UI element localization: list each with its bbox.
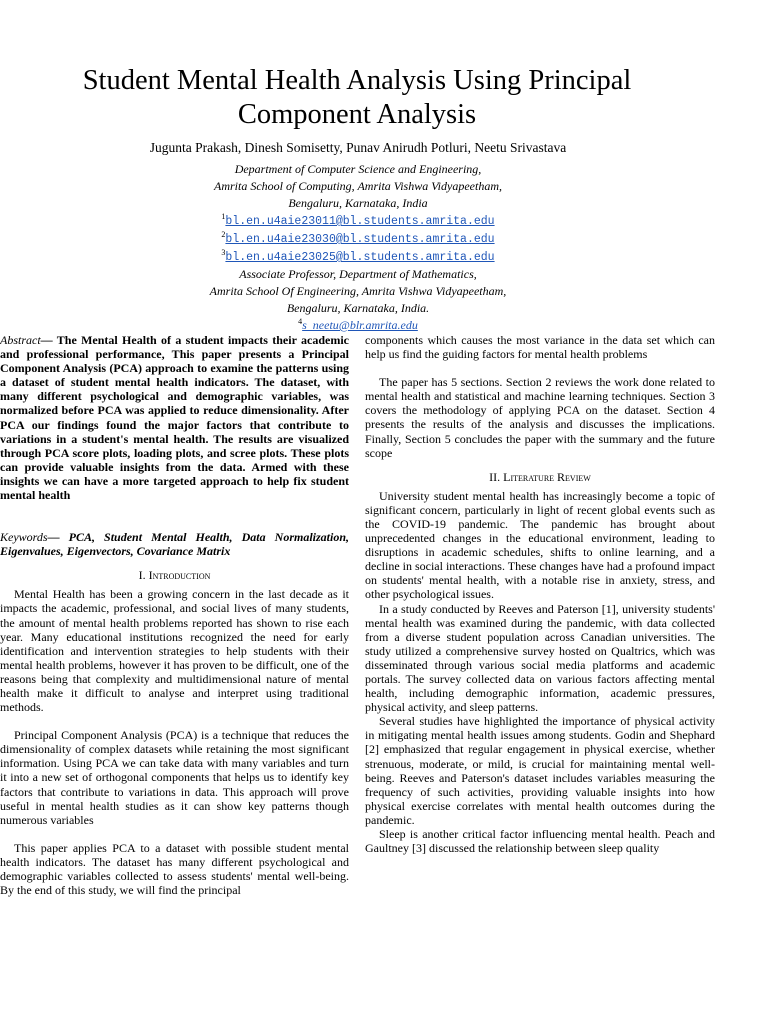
abstract-label: Abstract <box>0 333 41 347</box>
email-link-3[interactable]: bl.en.u4aie23025@bl.students.amrita.edu <box>225 251 495 264</box>
paragraph: This paper applies PCA to a dataset with possible student mental health indicators. The dataset has many different psychological and demographic variables collected to assess students' mental well-being. By the end of this study, we will find the principal <box>0 840 349 898</box>
email-link-4[interactable]: s_neetu@blr.amrita.edu <box>302 318 418 332</box>
paragraph: In a study conducted by Reeves and Paterson [1], university students' mental health was examined during the pandemic, with data collected from a diverse student population across Canadian universities. The study utilized a comprehensive survey hosted on Qualtrics, which was disseminated through various social media platforms and academic portals. The survey collected data on various factors affecting mental health, including demographic information, academic pressures, physical activity, and sleep patterns. <box>365 601 715 715</box>
section-heading-introduction: I. Introduction <box>138 568 211 583</box>
section-heading-literature-review: II. Literature Review <box>489 469 591 484</box>
left-column <box>0 333 349 897</box>
paragraph: University student mental health has increasingly become a topic of significant concern, particularly in light of recent global events such as the COVID-19 pandemic. The pandemic has brought about unprecedented changes in the educational environment, leading to disruptions in academic schedules, shifts to online learning, and a decline in social interactions. These changes have had a profound impact on students' mental health, with a notable rise in anxiety, stress, and other psychological issues. <box>365 488 715 602</box>
affiliation-line: Bengaluru, Karnataka, India. <box>286 301 430 315</box>
abstract-text: — The Mental Health of a student impacts their academic and professional performance, This paper presents a Principal Component Analysis (PCA) approach to examine the patterns using a dataset of student mental health indicators. The dataset, with many different psychological and demographic variables, was normalized before PCA was applied to reduce dimensionality. After PCA our findings found the major factors that contribute to variations in a student's mental health. The results are visualized through PCA score plots, loading plots, and scree plots. These plots can provide valuable insights from the data. Armed with these insights we can have a more targeted approach to help fix student mental health <box>0 333 349 503</box>
keywords-text: — PCA, Student Mental Health, Data Normalization, Eigenvalues, Eigenvectors, Covariance Matrix <box>0 530 349 559</box>
keywords-label: Keywords <box>0 530 48 545</box>
paragraph: Mental Health has been a growing concern in the last decade as it impacts the academic, professional, and social lives of many students, the amount of mental health problems reported has shown to rise each year. Many educational institutions recognized the need for early identification and intervention strategies to help students with their mental health problems, however it has proven to be difficult, one of the reasons being that complexity and multidimensional nature of mental health make it difficult to analyse and interpret using traditional methods. <box>0 587 349 715</box>
author-email-4 <box>0 317 716 334</box>
email-superscript: 1 <box>221 212 226 221</box>
keywords <box>0 530 349 558</box>
email-link-1[interactable]: bl.en.u4aie23011@bl.students.amrita.edu <box>225 215 495 228</box>
affiliations <box>0 161 716 334</box>
spacer <box>365 361 715 375</box>
paragraph: The paper has 5 sections. Section 2 reviews the work done related to mental health and statistical and machine learning techniques. Section 3 covers the methodology of applying PCA on the dataset. Section 4 presents the results of the analysis and discusses the implications. Finally, Section 5 concludes the paper with the summary and the future scope <box>365 375 715 460</box>
paragraph: Sleep is another critical factor influencing mental health. Peach and Gaultney [3] discussed the relationship between sleep quality <box>365 827 715 856</box>
paragraph: Principal Component Analysis (PCA) is a technique that reduces the dimensionality of complex datasets while retaining the most significant information. Using PCA we can take data with many variables and turn it into a new set of orthogonal components that helps us to identify key factors that contribute to variations in data. This approach will prove useful in mental health studies as it can show key patterns though numerous variables <box>0 728 349 827</box>
affiliation-line: Amrita School of Computing, Amrita Vishwa Vidyapeetham, <box>214 179 502 193</box>
affiliation-line: Amrita School Of Engineering, Amrita Vishwa Vidyapeetham, <box>209 284 507 298</box>
author-list: Jugunta Prakash, Dinesh Somisetty, Punav Anirudh Potluri, Neetu Srivastava <box>149 140 567 155</box>
spacer <box>0 502 349 516</box>
email-superscript: 3 <box>221 248 226 257</box>
author-email-1 <box>0 212 716 230</box>
paper-title: Student Mental Health Analysis Using Principal Component Analysis <box>82 65 632 130</box>
email-link-2[interactable]: bl.en.u4aie23030@bl.students.amrita.edu <box>225 233 495 246</box>
author-email-2 <box>0 230 716 248</box>
paragraph: components which causes the most variance in the data set which can help us find the guiding factors for mental health problems <box>365 333 715 362</box>
spacer <box>0 714 349 728</box>
right-column <box>365 333 715 855</box>
abstract <box>0 333 349 502</box>
affiliation-line: Associate Professor, Department of Mathematics, <box>239 267 477 281</box>
affiliation-line: Department of Computer Science and Engineering, <box>234 162 482 176</box>
spacer <box>0 516 349 530</box>
spacer <box>0 827 349 841</box>
email-superscript: 4 <box>298 317 303 326</box>
affiliation-line: Bengaluru, Karnataka, India <box>288 196 428 210</box>
email-superscript: 2 <box>221 230 226 239</box>
author-email-3 <box>0 248 716 266</box>
paragraph: Several studies have highlighted the importance of physical activity in mitigating mental health issues among students. Godin and Shephard [2] emphasized that regular engagement in physical exercise, whether strenuous, moderate, or mild, is crucial for maintaining mental well-being. Reeves and Paterson's dataset includes variables measuring the frequency of such activities, providing valuable insights into how physical exercise correlates with mental health outcomes during the pandemic. <box>365 714 715 827</box>
